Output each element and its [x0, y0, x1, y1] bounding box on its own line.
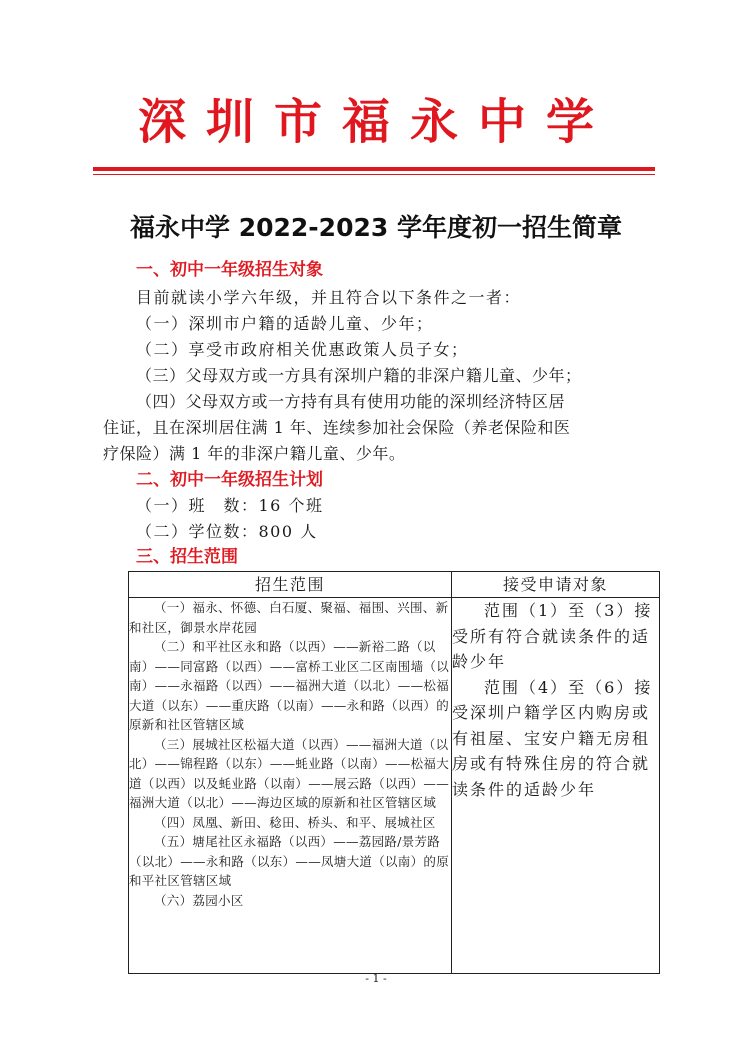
table-header-row: [129, 572, 660, 598]
document-title: 福永中学 2022-2023 学年度初一招生简章: [130, 213, 622, 242]
target-cell: [452, 598, 660, 974]
section-1-item-4: （四）父母双方或一方持有具有使用功能的深圳经济特区居: [136, 392, 566, 411]
section-1-item-4-cont-1: 住证，且在深圳居住满 1 年、连续参加社会保险（养老保险和医: [103, 418, 571, 437]
letterhead-rule-thick: [93, 167, 655, 171]
target-paragraph-2: 范围（4）至（6）接受深圳户籍学区内购房或有祖屋、宝安户籍无房租房或有特殊住房的符合就读条件的适龄少年: [452, 677, 653, 799]
section-1-heading: 一、初中一年级招生对象: [136, 260, 323, 280]
scope-cell: [129, 598, 452, 974]
scope-paragraph-3: （三）展城社区松福大道（以西）——福洲大道（以北）——锦程路（以东）——蚝业路（以南）——松福大道（以西）以及蚝业路（以南）——展云路（以西）——福洲大道（以北）——海边区域的原新和社区管辖区域: [129, 736, 450, 810]
header-scope: 招生范围: [129, 572, 452, 598]
section-1-item-2: （二）享受市政府相关优惠政策人员子女；: [136, 340, 469, 359]
section-2-item-1: （一）班 数：16 个班: [136, 496, 324, 515]
section-2-item-2: （二）学位数：800 人: [136, 522, 318, 541]
section-1-intro: 目前就读小学六年级，并且符合以下条件之一者：: [136, 288, 522, 307]
target-paragraph-1: 范围（1）至（3）接受所有符合就读条件的适龄少年: [452, 601, 653, 671]
section-1-item-3: （三）父母双方或一方具有深圳户籍的非深户籍儿童、少年；: [136, 366, 582, 385]
scope-paragraph-6: （六）荔园小区: [154, 892, 244, 908]
school-letterhead: 深圳市福永中学: [137, 94, 614, 150]
letterhead-rule-thin: [93, 174, 655, 175]
enrollment-scope-table: [128, 571, 660, 974]
table-row: [129, 598, 660, 974]
scope-paragraph-5: （五）塘尾社区永福路（以西）——荔园路/景芳路（以北）——永和路（以东）——凤塘大道（以南）的原和平社区管辖区域: [129, 834, 450, 888]
scope-paragraph-2: （二）和平社区永和路（以西）——新裕二路（以南）——同富路（以西）——富桥工业区二区南围墙（以南）——永福路（以西）——福洲大道（以北）——松福大道（以东）——重庆路（以南）——永和路（以西）的原新和社区管辖区域: [129, 639, 450, 732]
section-3-heading: 三、招生范围: [136, 547, 238, 567]
scope-paragraph-4: （四）凤凰、新田、稔田、桥头、和平、展城社区: [154, 814, 436, 830]
section-2-heading: 二、初中一年级招生计划: [136, 470, 323, 490]
header-target: 接受申请对象: [452, 572, 660, 598]
scope-paragraph-1: （一）福永、怀德、白石厦、聚福、福围、兴围、新和社区，御景水岸花园: [129, 600, 449, 635]
section-1-item-1: （一）深圳市户籍的适龄儿童、少年；: [136, 314, 434, 333]
section-1-item-4-cont-2: 疗保险）满 1 年的非深户籍儿童、少年。: [103, 444, 406, 463]
page-number: - 1 -: [365, 972, 387, 985]
